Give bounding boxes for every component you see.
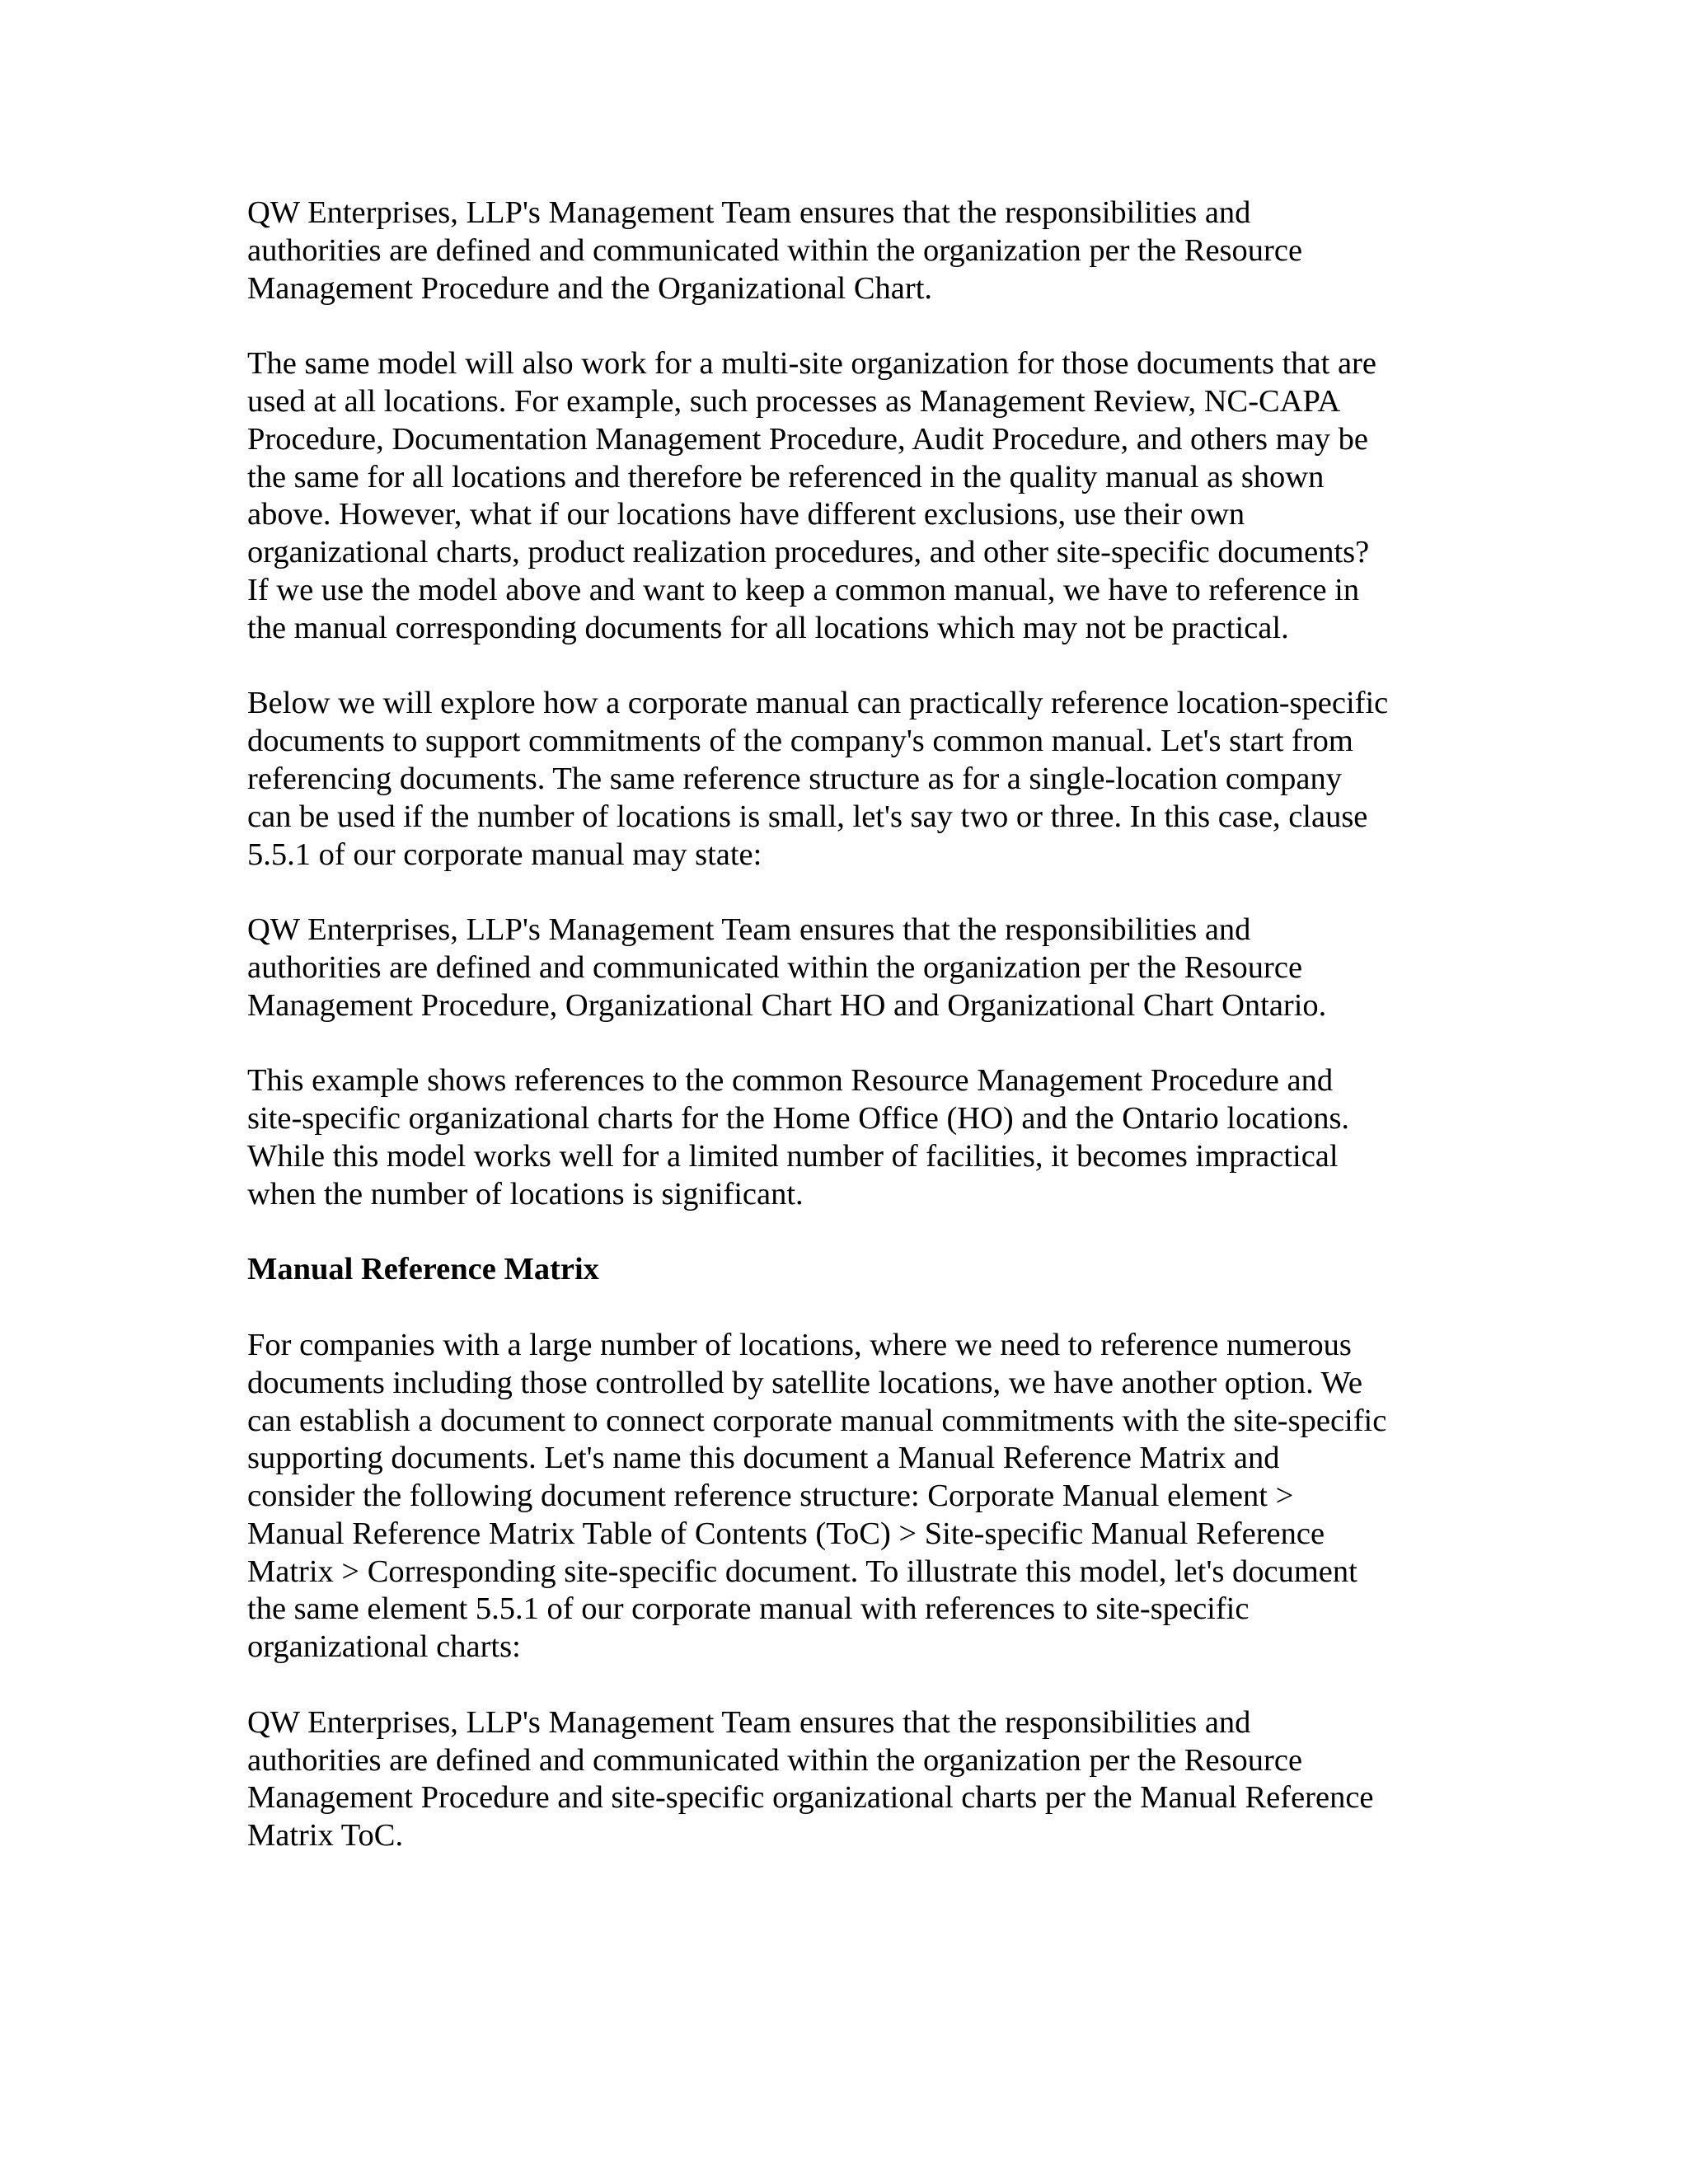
paragraph-line: the same for all locations and therefore be referenced in the quality manual as shown — [247, 459, 1325, 494]
paragraph-line: Matrix > Corresponding site-specific document. To illustrate this model, let's document — [247, 1554, 1357, 1589]
paragraph-line: documents including those controlled by satellite locations, we have another option. We — [247, 1365, 1362, 1400]
paragraph-line: This example shows references to the common Resource Management Procedure and — [247, 1063, 1334, 1099]
paragraph-line: consider the following document reference structure: Corporate Manual element > — [247, 1479, 1294, 1514]
paragraph-line: authorities are defined and communicated within the organization per the Resource — [247, 232, 1303, 268]
paragraph-line: documents to support commitments of the company's common manual. Let's start from — [247, 724, 1353, 759]
paragraph-example-explanation — [247, 1062, 1442, 1213]
paragraph-clause-example-ontario — [247, 912, 1442, 1024]
paragraph-line: organizational charts, product realization procedures, and other site-specific documents? — [247, 535, 1370, 570]
paragraph-line: Management Procedure and site-specific organizational charts per the Manual Reference — [247, 1780, 1374, 1816]
section-heading-manual-reference-matrix — [247, 1251, 1442, 1289]
paragraph-line: can be used if the number of locations is small, let's say two or three. In this case, clause — [247, 799, 1368, 834]
paragraph-line: Management Procedure and the Organizational Chart. — [247, 270, 933, 306]
paragraph-line: organizational charts: — [247, 1629, 521, 1665]
paragraph-corporate-manual-reference — [247, 685, 1442, 874]
paragraph-clause-example-matrix — [247, 1704, 1442, 1855]
paragraph-line: when the number of locations is significant. — [247, 1176, 804, 1212]
heading-line: Manual Reference Matrix — [247, 1252, 599, 1287]
paragraph-line: authorities are defined and communicated within the organization per the Resource — [247, 1742, 1303, 1778]
paragraph-line: 5.5.1 of our corporate manual may state: — [247, 837, 762, 872]
paragraph-line: QW Enterprises, LLP's Management Team ensures that the responsibilities and — [247, 1704, 1251, 1740]
paragraph-line: If we use the model above and want to keep a common manual, we have to reference in — [247, 572, 1360, 607]
paragraph-multi-site-model — [247, 345, 1442, 647]
paragraph-line: above. However, what if our locations have different exclusions, use their own — [247, 497, 1245, 532]
paragraph-line: the same element 5.5.1 of our corporate manual with references to site-specific — [247, 1591, 1250, 1627]
paragraph-line: Management Procedure, Organizational Chart HO and Organizational Chart Ontario. — [247, 987, 1327, 1023]
paragraph-line: Manual Reference Matrix Table of Contents (ToC) > Site-specific Manual Reference — [247, 1516, 1325, 1551]
paragraph-line: site-specific organizational charts for the Home Office (HO) and the Ontario locations. — [247, 1101, 1350, 1137]
paragraph-matrix-explanation — [247, 1327, 1442, 1666]
paragraph-line: can establish a document to connect corporate manual commitments with the site-specific — [247, 1403, 1387, 1438]
paragraph-line: authorities are defined and communicated within the organization per the Resource — [247, 949, 1303, 985]
paragraph-line: For companies with a large number of locations, where we need to reference numerous — [247, 1327, 1352, 1362]
paragraph-line: used at all locations. For example, such processes as Management Review, NC-CAPA — [247, 383, 1341, 419]
paragraph-line: The same model will also work for a multi-site organization for those documents that are — [247, 346, 1376, 382]
document-body — [247, 194, 1442, 1893]
paragraph-line: QW Enterprises, LLP's Management Team ensures that the responsibilities and — [247, 912, 1251, 948]
paragraph-intro-commitment — [247, 194, 1442, 307]
paragraph-line: QW Enterprises, LLP's Management Team ensures that the responsibilities and — [247, 195, 1251, 230]
paragraph-line: While this model works well for a limited number of facilities, it becomes impractical — [247, 1138, 1339, 1174]
paragraph-line: referencing documents. The same reference structure as for a single-location company — [247, 761, 1343, 796]
paragraph-line: Procedure, Documentation Management Procedure, Audit Procedure, and others may be — [247, 421, 1368, 457]
paragraph-line: Matrix ToC. — [247, 1818, 404, 1854]
paragraph-line: the manual corresponding documents for all locations which may not be practical. — [247, 610, 1289, 645]
paragraph-line: supporting documents. Let's name this document a Manual Reference Matrix and — [247, 1441, 1280, 1476]
paragraph-line: Below we will explore how a corporate manual can practically reference location-specific — [247, 686, 1389, 721]
